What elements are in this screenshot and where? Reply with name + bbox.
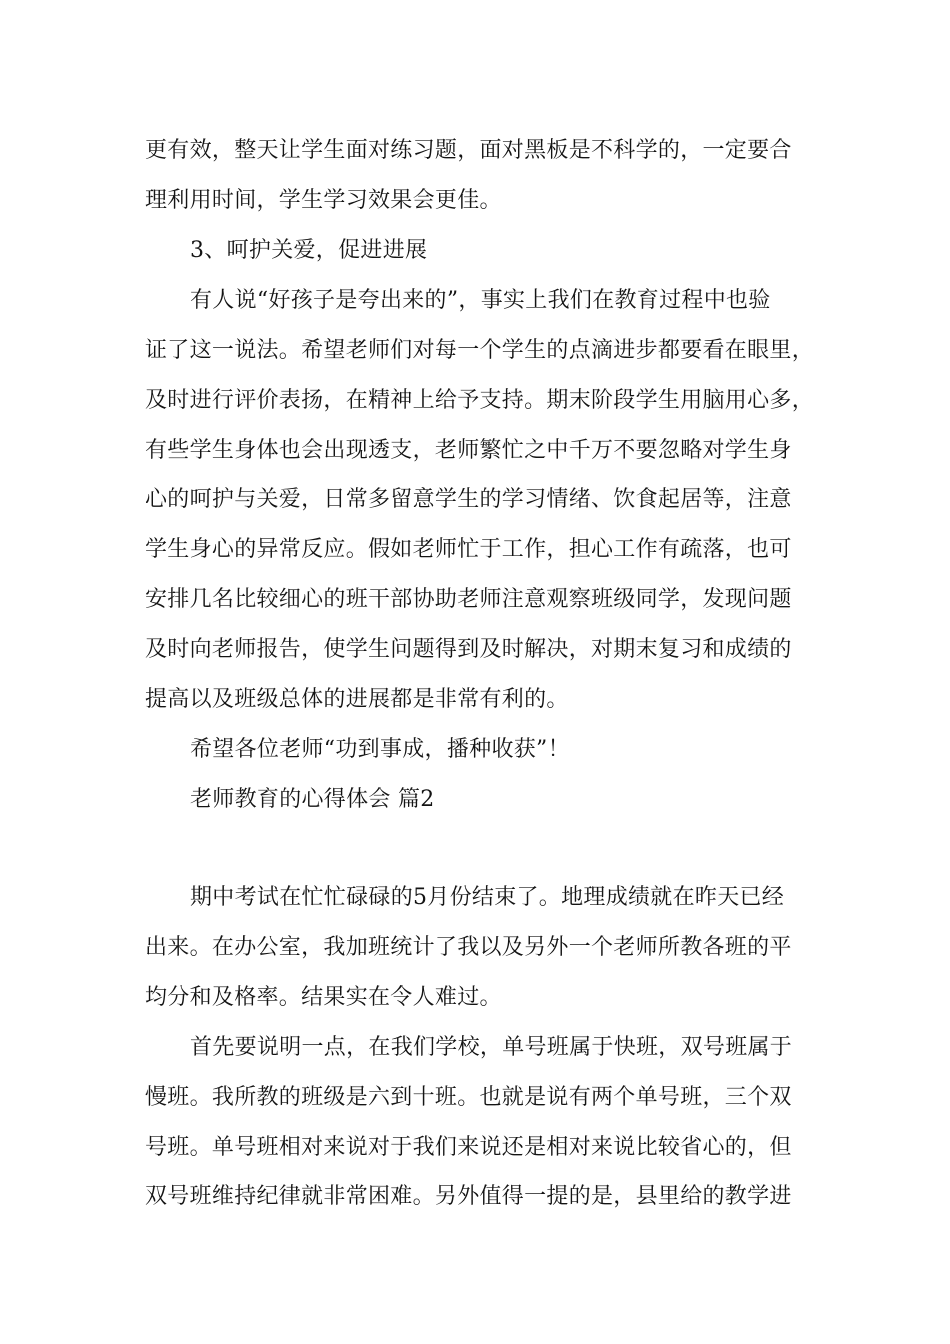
- text-line: 提高以及班级总体的进展都是非常有利的。: [145, 687, 569, 712]
- text-line: 首先要说明一点，在我们学校，单号班属于快班，双号班属于: [190, 1035, 793, 1060]
- text-line: 有人说“好孩子是夸出来的”，事实上我们在教育过程中也验: [190, 288, 771, 313]
- text-line: 慢班。我所教的班级是六到十班。也就是说有两个单号班，三个双: [145, 1085, 792, 1110]
- text-line: 均分和及格率。结果实在令人难过。: [145, 985, 502, 1010]
- text-line: 理利用时间，学生学习效果会更佳。: [145, 188, 502, 213]
- text-line: 更有效，整天让学生面对练习题，面对黑板是不科学的，一定要合: [145, 138, 792, 163]
- text-line: 及时进行评价表扬，在精神上给予支持。期末阶段学生用脑用心多，: [145, 388, 815, 413]
- text-line: 学生身心的异常反应。假如老师忙于工作，担心工作有疏落，也可: [145, 537, 792, 562]
- text-line: 及时向老师报告，使学生问题得到及时解决，对期末复习和成绩的: [145, 637, 792, 662]
- text-line: 号班。单号班相对来说对于我们来说还是相对来说比较省心的，但: [145, 1135, 792, 1160]
- article-title: 老师教育的心得体会 篇2: [190, 787, 435, 812]
- text-line: 安排几名比较细心的班干部协助老师注意观察班级同学，发现问题: [145, 587, 792, 612]
- text-line: 双号班维持纪律就非常困难。另外值得一提的是，县里给的教学进: [145, 1184, 792, 1209]
- text-line: 证了这一说法。希望老师们对每一个学生的点滴进步都要看在眼里，: [145, 338, 815, 363]
- text-line: 期中考试在忙忙碌碌的5月份结束了。地理成绩就在昨天已经: [190, 885, 785, 910]
- section-heading: 3、呵护关爱，促进进展: [190, 238, 428, 263]
- text-line: 心的呵护与关爱，日常多留意学生的学习情绪、饮食起居等，注意: [145, 487, 792, 512]
- text-line: 希望各位老师“功到事成，播种收获”！: [190, 737, 570, 762]
- text-line: 出来。在办公室，我加班统计了我以及另外一个老师所教各班的平: [145, 935, 792, 960]
- text-line: 有些学生身体也会出现透支，老师繁忙之中千万不要忽略对学生身: [145, 438, 792, 463]
